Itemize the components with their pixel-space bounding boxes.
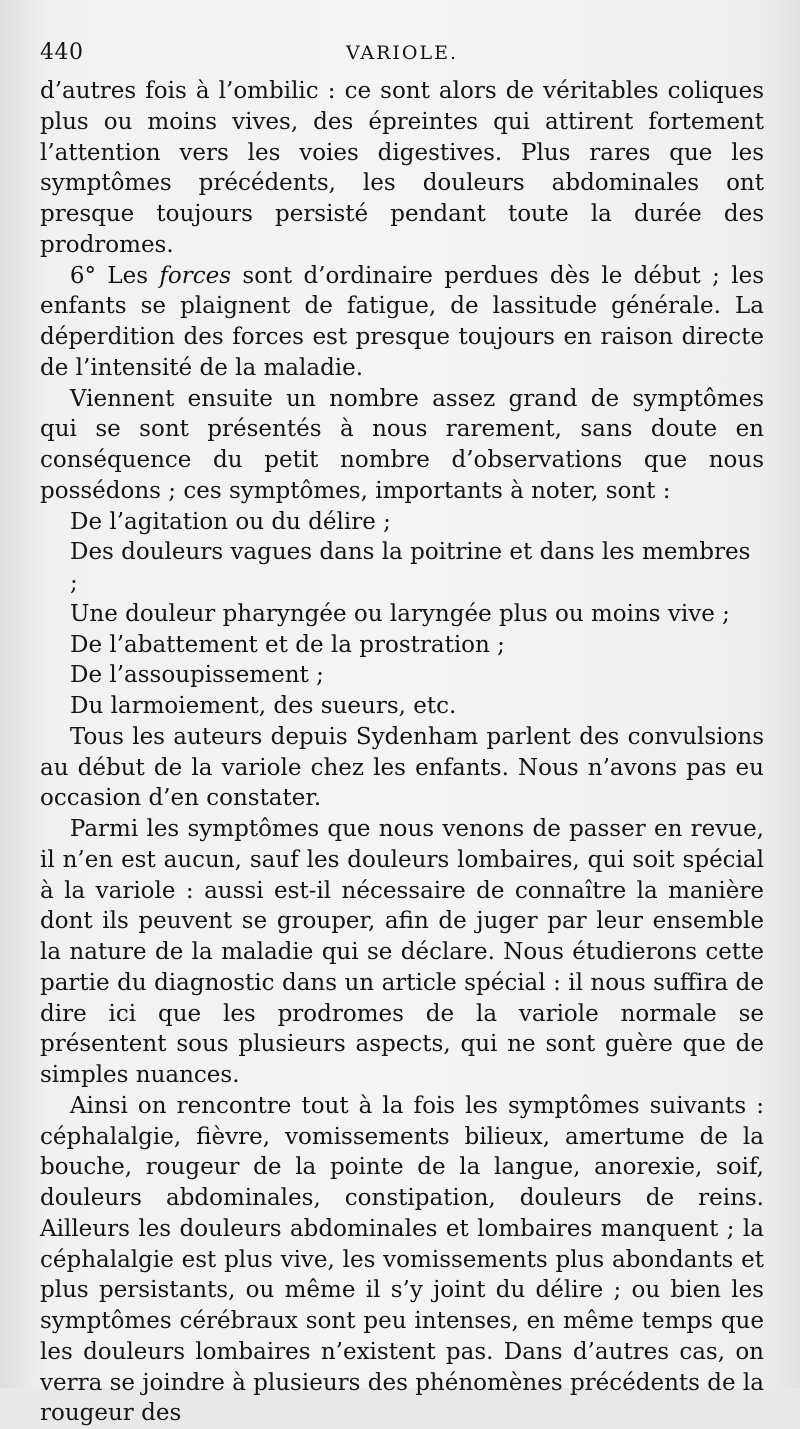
list-item: Du larmoiement, des sueurs, etc. (70, 693, 457, 719)
paragraph-diagnostic: Parmi les symptômes que nous venons de passer en revue, il n’en est aucun, sauf les douleurs lombaires, qui soit spécial à la variole : aussi est-il nécessaire de connaître la manière dont ils peuvent se grouper, afin de juger par leur ensemble la nature de la maladie qui se déclare. Nous étudierons cette partie du diagnostic dans un article spécial : il nous suffira de dire ici que les prodromes de la variole normale se présentent sous plusieurs aspects, qui ne sont guère que de simples nuances. (40, 816, 764, 1088)
paragraph-forces-lead: 6° Les (69, 262, 160, 289)
list-item: Une douleur pharyngée ou laryngée plus ou moins vive ; (70, 600, 730, 627)
list-item: Des douleurs vagues dans la poitrine et dans les membres ; (70, 539, 751, 596)
paragraph-forces-rest: sont d’ordinaire perdues dès le début ; les enfants se plaignent de fatigue, de lassitude générale. La déperdition des forces est presque toujours en raison directe de l’intensité de la maladie. (40, 262, 764, 381)
paragraph-symptom-groups: Ainsi on rencontre tout à la fois les symptômes suivants : céphalalgie, fièvre, vomissements bilieux, amertume de la bouche, rougeur de la pointe de la langue, anorexie, soif, douleurs abdominales, constipation, douleurs de reins. Ailleurs les douleurs abdominales et lombaires manquent ; la céphalalgie est plus vive, les vomissements plus abondants et plus persistants, ou même il s’y joint du délire ; ou bien les symptômes cérébraux sont peu intenses, en même temps que les douleurs lombaires n’existent pas. Dans d’autres cas, on verra se joindre à plusieurs des phénomènes précédents de la rougeur des (40, 1092, 764, 1427)
emphasis-forces: forces (159, 262, 232, 289)
list-item: De l’abattement et de la prostration ; (70, 631, 505, 658)
list-item: De l’agitation ou du délire ; (70, 508, 391, 535)
paragraph-forces (40, 261, 764, 384)
page-header (40, 40, 764, 76)
body-text (40, 76, 764, 1429)
list-item: De l’assoupissement ; (70, 662, 324, 689)
paragraph-rare-symptoms: Viennent ensuite un nombre assez grand de symptômes qui se sont présentés à nous rarement, sans doute en conséquence du petit nombre d’observations que nous possédons ; ces symptômes, importants à noter, sont : (40, 385, 764, 504)
page-number: 440 (40, 40, 84, 65)
paragraph-convulsions: Tous les auteurs depuis Sydenham parlent des convulsions au début de la variole chez les enfants. Nous n’avons pas eu occasion d’en constater. (40, 723, 764, 812)
running-head: VARIOLE. (345, 42, 459, 64)
paragraph-continuation: d’autres fois à l’ombilic : ce sont alors de véritables coliques plus ou moins vives, des épreintes qui attirent fortement l’attention vers les voies digestives. Plus rares que les symptômes précédents, les douleurs abdominales ont presque toujours persisté pendant toute la durée des prodromes. (40, 78, 764, 258)
